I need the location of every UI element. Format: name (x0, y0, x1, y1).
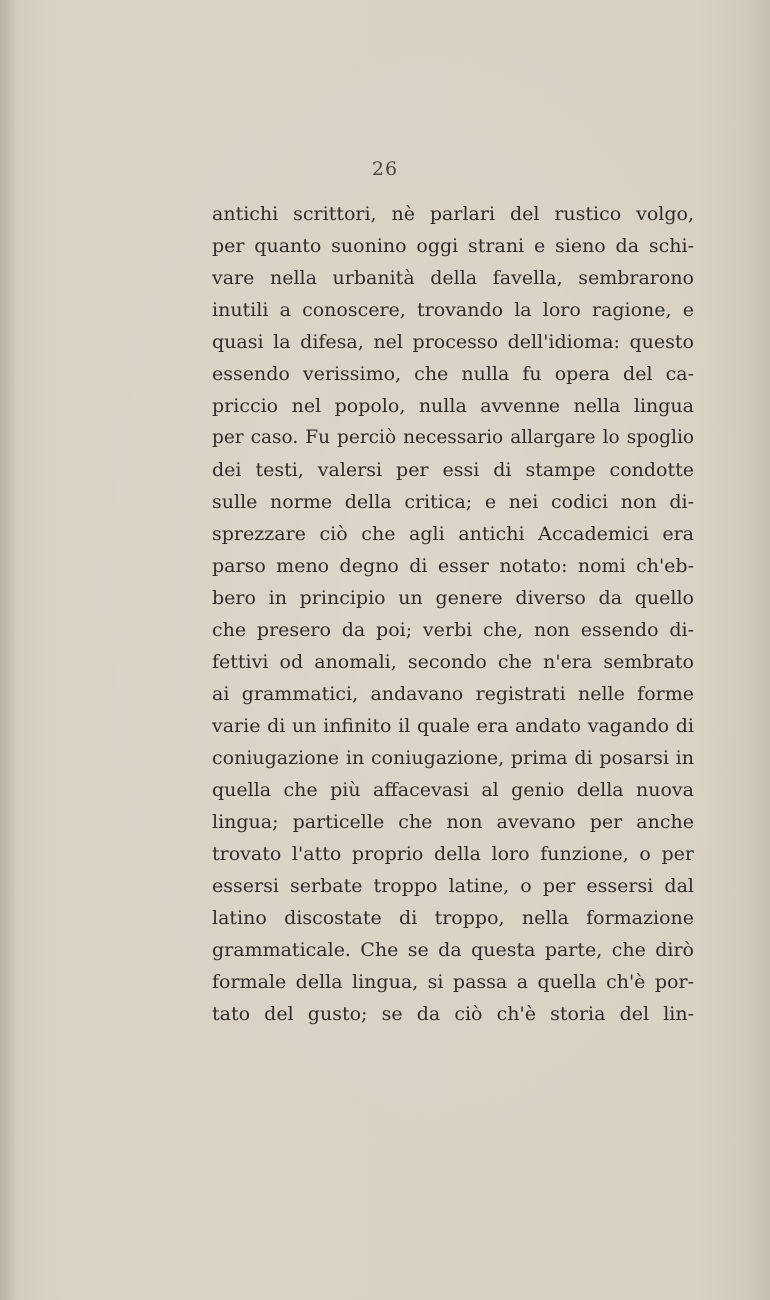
text-line: antichi scrittori, nè parlari del rustico volgo, (212, 203, 694, 225)
body-text (212, 198, 694, 1030)
text-line: priccio nel popolo, nulla avvenne nella lingua (212, 395, 694, 417)
text-line: essersi serbate troppo latine, o per essersi dal (212, 875, 694, 897)
text-line: quasi la difesa, nel processo dell'idioma: questo (212, 331, 694, 353)
text-line: lingua; particelle che non avevano per anche (212, 811, 694, 833)
text-line: per quanto suonino oggi strani e sieno da schi- (212, 235, 694, 257)
text-line: dei testi, valersi per essi di stampe condotte (212, 459, 694, 481)
text-line: coniugazione in coniugazione, prima di posarsi in (212, 747, 694, 769)
text-line: tato del gusto; se da ciò ch'è storia del lin- (212, 1003, 694, 1025)
text-line: essendo verissimo, che nulla fu opera del ca- (212, 363, 694, 385)
text-line: sprezzare ciò che agli antichi Accademici era (212, 523, 694, 545)
text-line: che presero da poi; verbi che, non essendo di- (212, 619, 694, 641)
text-line: formale della lingua, si passa a quella ch'è por- (212, 971, 694, 993)
text-line: grammaticale. Che se da questa parte, che dirò (212, 939, 694, 961)
text-line: vare nella urbanità della favella, sembrarono (212, 267, 694, 289)
text-line: fettivi od anomali, secondo che n'era sembrato (212, 651, 694, 673)
page-gutter (0, 0, 16, 1300)
page-number: 26 (371, 158, 399, 180)
text-line: quella che più affacevasi al genio della nuova (212, 779, 694, 801)
text-line: per caso. Fu perciò necessario allargare lo spoglio (212, 427, 694, 448)
text-line: varie di un infinito il quale era andato vagando di (212, 715, 694, 737)
text-line: sulle norme della critica; e nei codici non di- (212, 491, 694, 513)
text-line: parso meno degno di esser notato: nomi ch'eb- (212, 555, 694, 577)
text-line: trovato l'atto proprio della loro funzione, o per (212, 843, 694, 865)
text-line: ai grammatici, andavano registrati nelle forme (212, 683, 694, 705)
text-line: inutili a conoscere, trovando la loro ragione, e (212, 299, 694, 321)
text-line: latino discostate di troppo, nella formazione (212, 907, 694, 929)
text-line: bero in principio un genere diverso da quello (212, 587, 694, 609)
